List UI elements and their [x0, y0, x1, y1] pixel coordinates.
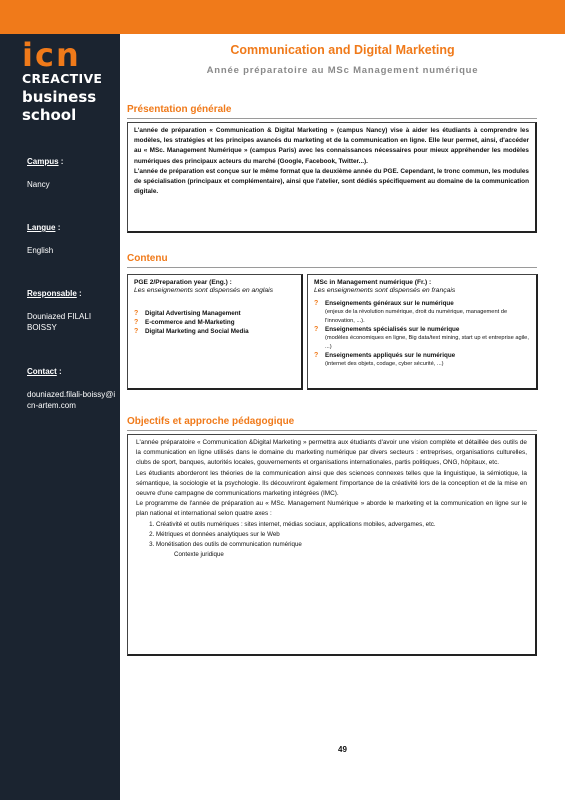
contenu-left-subheading: Les enseignements sont dispensés en anglais	[134, 287, 274, 294]
contenu-left-heading: PGE 2/Preparation year (Eng.) :	[134, 279, 232, 286]
divider	[127, 267, 537, 268]
section-title-contenu: Contenu	[127, 253, 168, 264]
responsable-colon: :	[79, 289, 82, 298]
contenu-right-box	[307, 274, 538, 390]
list-item: ? Digital Marketing and Social Media	[134, 328, 249, 335]
objectifs-paragraph-1: L'année préparatoire « Communication &Digital Marketing » permettra aux étudiants d'avoir une vision complète et détaillée des outils de la communication en ligne utilisés dans le domaine du marketing numérique par divers secteurs : entreprises, organisations culturelles, clubs de sport, banques, autorités locales, gouvernements et organisations internationales, partis politiques, ONG, hôpitaux, etc.	[136, 439, 527, 467]
langue-value: English	[27, 246, 54, 255]
objectifs-list	[136, 520, 527, 550]
contact-label: Contact	[27, 367, 57, 376]
logo-line-business: business	[22, 88, 97, 106]
contact-email[interactable]: douniazed.filali-boissy@icn-artem.com	[27, 390, 116, 410]
contenu-right-list	[314, 299, 530, 369]
langue-colon: :	[57, 223, 61, 232]
list-item: 3. Monétisation des outils de communication numérique	[156, 540, 527, 550]
list-item: 2. Métriques et données analytiques sur le Web	[156, 530, 527, 540]
responsable-label: Responsable	[27, 289, 77, 298]
langue-block	[27, 222, 117, 256]
responsable-block	[27, 288, 117, 333]
langue-label: Langue	[27, 223, 56, 232]
main-content	[120, 34, 565, 800]
presentation-paragraph-2: L'année de préparation est conçue sur le même format que la deuxième année du PGE. Cependant, le tronc commun, les modules de spécialisation (principaux et complémentaire), ainsi que l'atelier, sont dédiés spécifiquement au domaine de la communication digitale.	[134, 167, 529, 196]
contenu-right-heading: MSc in Management numérique (Fr.) :	[314, 279, 432, 286]
top-accent-bar	[0, 0, 565, 34]
sidebar	[0, 34, 120, 800]
list-item: ? Enseignements appliqués sur le numérique (internet des objets, codage, cyber sécurité, ...)	[314, 352, 456, 367]
page-number: 49	[338, 745, 347, 754]
page-title: Communication and Digital Marketing	[230, 43, 455, 57]
section-title-presentation: Présentation générale	[127, 104, 232, 115]
divider	[127, 430, 537, 431]
list-item: ? Digital Advertising Management	[134, 310, 241, 317]
responsable-value: Douniazed FILALI BOISSY	[27, 312, 92, 332]
objectifs-paragraph-2: Les étudiants aborderont les théories de la communication ainsi que des sciences connexes telles que la linguistique, la sémiotique, la sémantique, la sociologie et la psychologie. Ils découvriront également l'importance de la créativité lors de la conception et de la mise en oeuvre d'une campagne de communications marketing intégrées (IMC).	[136, 469, 527, 498]
contenu-right-subheading: Les enseignements sont dispensés en français	[314, 287, 456, 294]
school-logo	[22, 36, 112, 124]
objectifs-box	[127, 434, 537, 656]
contact-colon: :	[59, 367, 62, 376]
list-item: ? E-commerce and M-Marketing	[134, 319, 235, 326]
logo-line-school: school	[22, 106, 77, 124]
divider	[127, 118, 537, 119]
contenu-left-box	[127, 274, 303, 390]
presentation-box	[127, 122, 537, 233]
list-item: ? Enseignements généraux sur le numérique (enjeux de la révolution numérique, droit du numérique, management de l'innovation, ...).	[314, 300, 508, 324]
list-item: 1. Créativité et outils numériques : sites internet, médias sociaux, applications mobiles, advergames, etc.	[156, 520, 527, 530]
page-subtitle: Année préparatoire au MSc Management numérique	[206, 65, 479, 76]
campus-colon: :	[60, 157, 64, 166]
presentation-paragraph-1: L'année de préparation « Communication & Digital Marketing » (campus Nancy) vise à aider les étudiants à comprendre les modèles, les stratégies et les principes avancés du marketing et de la communication en ligne. Elle leur permet, ainsi, d'accéder au « MSc. Management Numérique » (campus Paris) avec les connaissances nécessaires pour mieux appréhender les modèles numériques des principaux acteurs du marché (Google, Facebook, Twitter...).	[134, 127, 529, 165]
objectifs-paragraph-3: Le programme de l'année de préparation au « MSc. Management Numérique » aborde le marketing et la communication en ligne sur le plan national et international selon quatre axes :	[136, 500, 527, 518]
logo-icn: icn	[22, 36, 81, 74]
campus-block	[27, 156, 117, 190]
campus-label: Campus	[27, 157, 59, 166]
objectifs-last-line: Contexte juridique	[174, 550, 224, 558]
contact-block	[27, 366, 117, 411]
campus-value: Nancy	[27, 180, 50, 189]
contenu-left-list	[134, 309, 295, 336]
section-title-objectifs: Objectifs et approche pédagogique	[127, 416, 295, 427]
list-item: ? Enseignements spécialisés sur le numérique (modèles économiques en ligne, Big data/text mining, start up et entreprise agile, ...)	[314, 326, 529, 350]
logo-line-creactive: CREACTIVE	[22, 71, 103, 86]
